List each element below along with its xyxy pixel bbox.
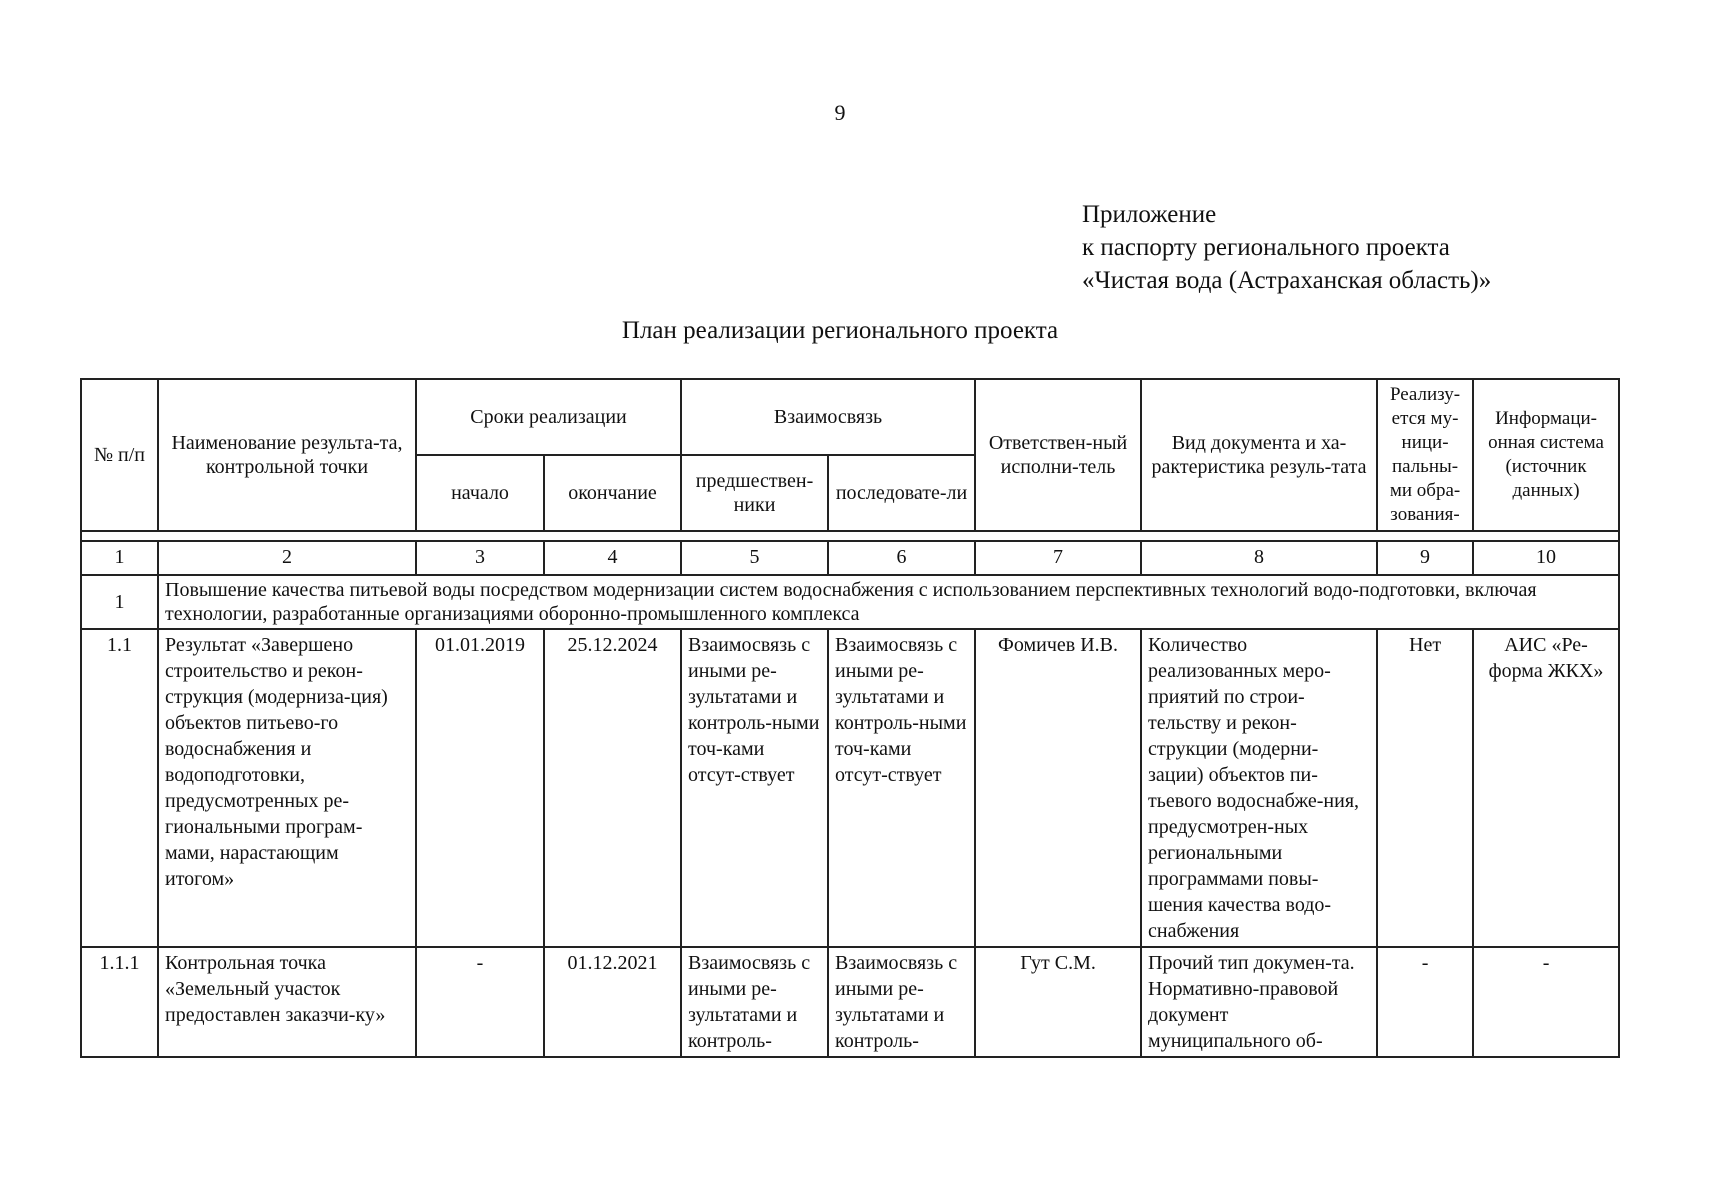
row-end: 01.12.2021 [544, 947, 681, 1057]
column-number: 2 [158, 541, 416, 575]
header-doc-type: Вид документа и ха-рактеристика резуль-тата [1141, 379, 1377, 531]
column-number: 8 [1141, 541, 1377, 575]
separator-row [81, 531, 1619, 541]
header-successors: последовате-ли [828, 455, 975, 531]
header-responsible: Ответствен-ный исполни-тель [975, 379, 1141, 531]
column-number: 5 [681, 541, 828, 575]
row-predecessors: Взаимосвязь с иными ре-зультатами и контроль-ными точ-ками отсут-ствует [681, 629, 828, 947]
column-number-row [81, 541, 1619, 575]
header-municipal: Реализу-ется му-ници-пальны-ми обра-зования- [1377, 379, 1473, 531]
row-info-system: - [1473, 947, 1619, 1057]
section-num: 1 [81, 575, 158, 629]
plan-title: План реализации регионального проекта [621, 317, 1059, 344]
row-end: 25.12.2024 [544, 629, 681, 947]
header-predecessors: предшествен-ники [681, 455, 828, 531]
column-number: 10 [1473, 541, 1619, 575]
header-start: начало [416, 455, 544, 531]
column-number: 1 [81, 541, 158, 575]
header-name: Наименование результа-та, контрольной точки [158, 379, 416, 531]
appendix-block [1082, 198, 1491, 297]
row-predecessors: Взаимосвязь с иными ре-зультатами и контроль- [681, 947, 828, 1057]
row-doc-type: Прочий тип докумен-та. Нормативно-правовой документ муниципального об- [1141, 947, 1377, 1057]
section-title: Повышение качества питьевой воды посредством модернизации систем водоснабжения с использованием перспективных технологий водо-подготовки, включая технологии, разработанные организациями оборонно-промышленного комплекса [158, 575, 1619, 629]
page-number: 9 [834, 100, 846, 125]
separator-cell [81, 531, 1619, 541]
header-terms: Сроки реализации [416, 379, 681, 455]
appendix-line-3: «Чистая вода (Астраханская область)» [1082, 267, 1492, 294]
row-successors: Взаимосвязь с иными ре-зультатами и контроль-ными точ-ками отсут-ствует [828, 629, 975, 947]
column-number: 4 [544, 541, 681, 575]
row-start: - [416, 947, 544, 1057]
appendix-line-1: Приложение [1082, 201, 1217, 228]
column-number: 9 [1377, 541, 1473, 575]
table-row [81, 629, 1619, 947]
plan-table [80, 378, 1620, 1058]
header-info-system: Информаци-онная система (источник данных) [1473, 379, 1619, 531]
header-relation: Взаимосвязь [681, 379, 975, 455]
row-municipal: - [1377, 947, 1473, 1057]
column-number: 3 [416, 541, 544, 575]
row-municipal: Нет [1377, 629, 1473, 947]
row-num: 1.1 [81, 629, 158, 947]
column-number: 7 [975, 541, 1141, 575]
row-responsible: Гут С.М. [975, 947, 1141, 1057]
row-responsible: Фомичев И.В. [975, 629, 1141, 947]
header-end: окончание [544, 455, 681, 531]
row-doc-type: Количество реализованных меро-приятий по строи-тельству и рекон-струкции (модерни-зации) объектов пи-тьевого водоснабже-ния, предусмотрен-ных региональными программами повы-шения качества водо-снабжения [1141, 629, 1377, 947]
appendix-line-2: к паспорту регионального проекта [1082, 234, 1450, 261]
section-row [81, 575, 1619, 629]
row-name: Результат «Завершено строительство и рекон-струкция (модерниза-ция) объектов питьево-го водоснабжения и водоподготовки, предусмотренных ре-гиональными програм-мами, нарастающим итогом» [158, 629, 416, 947]
row-start: 01.01.2019 [416, 629, 544, 947]
row-name: Контрольная точка «Земельный участок предоставлен заказчи-ку» [158, 947, 416, 1057]
row-num: 1.1.1 [81, 947, 158, 1057]
column-number: 6 [828, 541, 975, 575]
header-num: № п/п [81, 379, 158, 531]
table-row [81, 947, 1619, 1057]
row-info-system: АИС «Ре-форма ЖКХ» [1473, 629, 1619, 947]
row-successors: Взаимосвязь с иными ре-зультатами и контроль- [828, 947, 975, 1057]
